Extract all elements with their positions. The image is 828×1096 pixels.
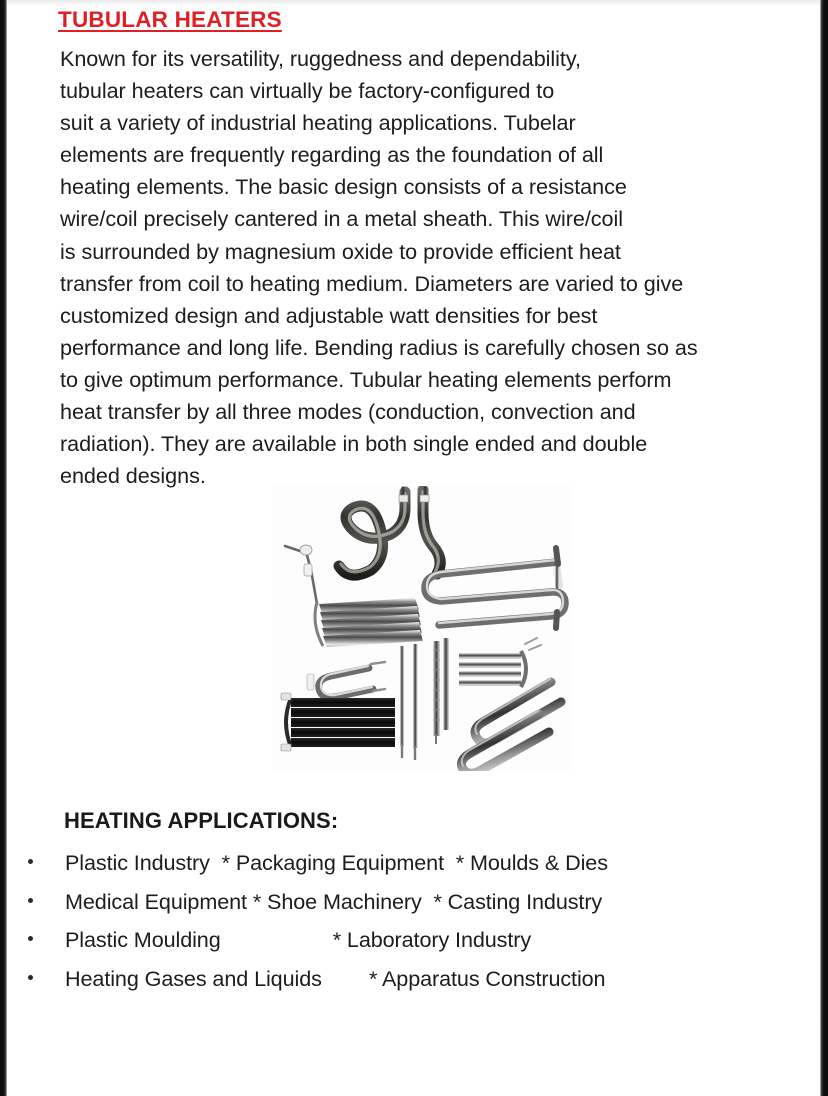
body-line: wire/coil precisely cantered in a metal sheath. This wire/coil — [60, 206, 623, 232]
page-title: TUBULAR HEATERS — [58, 7, 282, 32]
bullet-icon — [28, 898, 33, 903]
body-line: customized design and adjustable watt densities for best — [60, 302, 598, 328]
scan-edge-right — [820, 0, 828, 1096]
list-item-label: Heating Gases and Liquids * Apparatus Construction — [65, 965, 606, 991]
list-item — [7, 961, 820, 1000]
scan-edge-left — [0, 0, 7, 1096]
list-item — [7, 845, 820, 884]
bullet-icon — [28, 859, 33, 864]
body-line: to give optimum performance. Tubular heating elements perform — [60, 366, 672, 392]
body-line: tubular heaters can virtually be factory-configured to — [60, 78, 555, 104]
product-photo — [273, 486, 573, 771]
list-item-label: Medical Equipment * Shoe Machinery * Casting Industry — [65, 888, 603, 914]
body-line: heat transfer by all three modes (conduction, convection and — [60, 399, 636, 425]
body-line: is surrounded by magnesium oxide to provide efficient heat — [60, 238, 621, 264]
list-item-label: Plastic Moulding * Laboratory Industry — [65, 927, 532, 952]
list-item-label: Plastic Industry * Packaging Equipment * Moulds & Dies — [65, 850, 608, 875]
body-line: heating elements. The basic design consists of a resistance — [60, 174, 627, 200]
body-line: radiation). They are available in both single ended and double — [60, 431, 648, 457]
body-line: ended designs. — [60, 463, 206, 489]
bullet-icon — [28, 936, 33, 941]
applications-list — [7, 845, 820, 999]
list-item — [7, 922, 820, 961]
body-line: suit a variety of industrial heating applications. Tubelar — [60, 110, 576, 136]
page-content — [7, 0, 820, 1096]
applications-heading: HEATING APPLICATIONS: — [64, 808, 339, 833]
body-line: transfer from coil to heating medium. Diameters are varied to give — [60, 270, 684, 296]
body-paragraph — [60, 43, 800, 492]
list-item — [7, 884, 820, 923]
body-line: Known for its versatility, ruggedness and dependability, — [60, 46, 581, 71]
body-line: performance and long life. Bending radius is carefully chosen so as — [60, 334, 698, 360]
bullet-icon — [28, 975, 33, 980]
body-line: elements are frequently regarding as the foundation of all — [60, 142, 604, 168]
